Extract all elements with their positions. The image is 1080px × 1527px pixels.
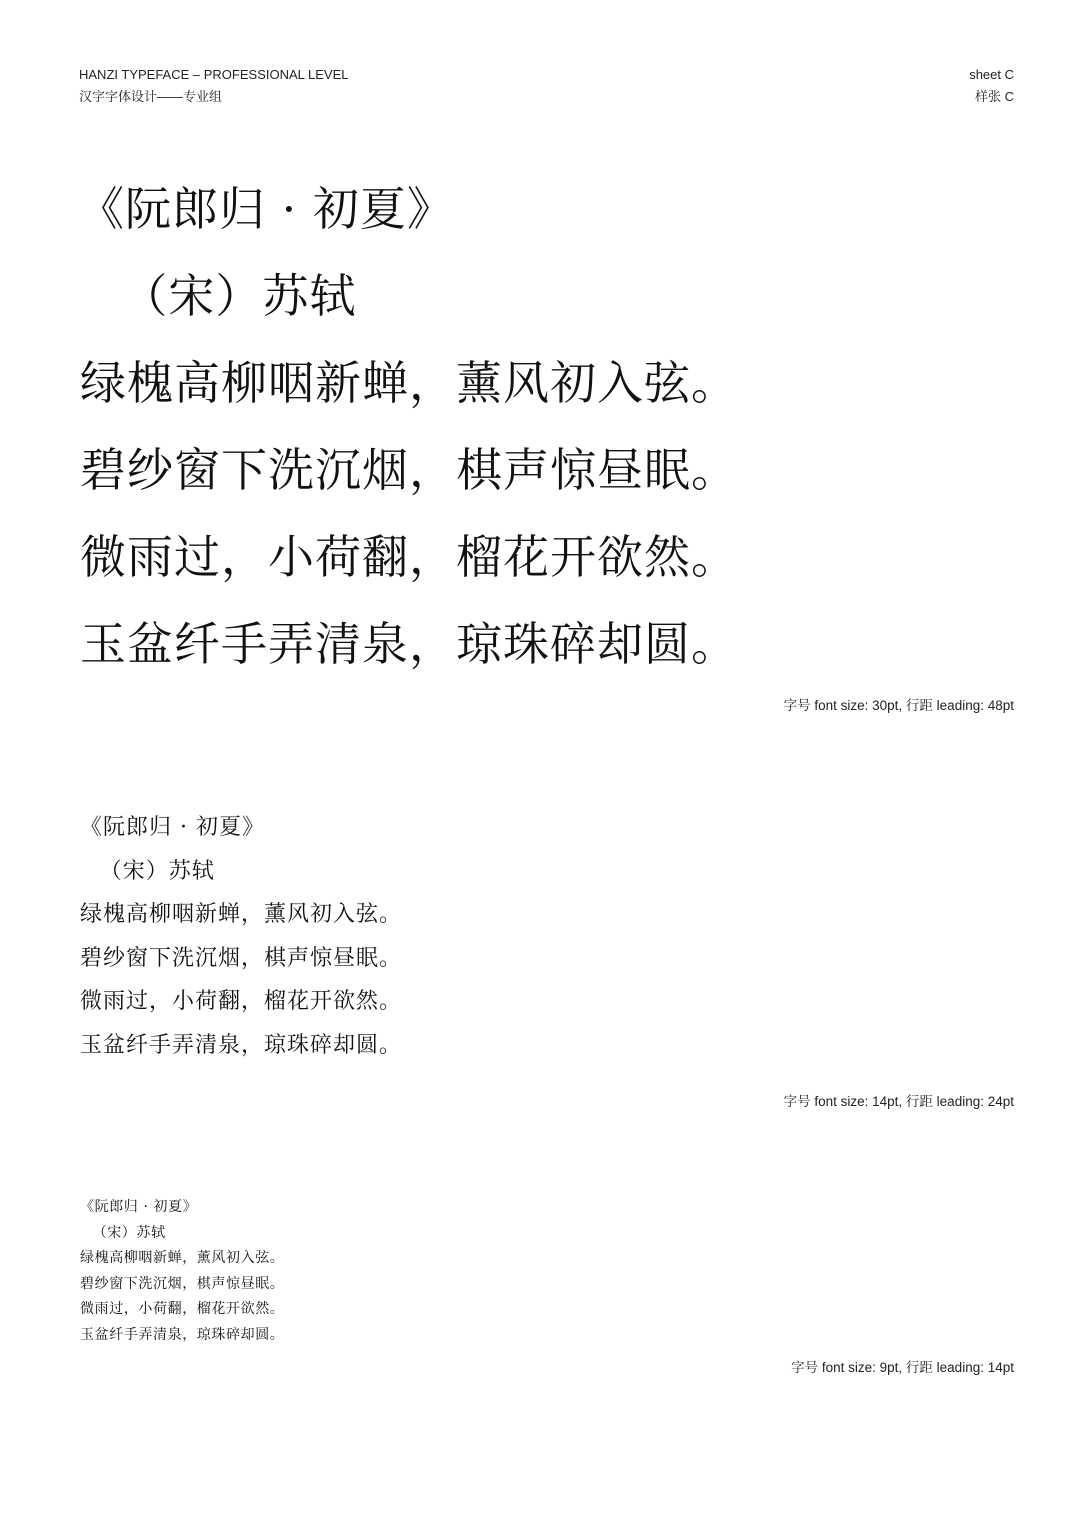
poem-title: 《阮郎归 · 初夏》: [78, 182, 454, 236]
poem-line: 玉盆纤手弄清泉，琼珠碎却圆。: [80, 1032, 403, 1058]
header-title-en: HANZI TYPEFACE – PROFESSIONAL LEVEL: [79, 67, 349, 82]
sheet-label-en: sheet C: [969, 67, 1014, 82]
poem-author: （宋）苏轼: [92, 1224, 166, 1241]
poem-author: （宋）苏轼: [121, 269, 357, 323]
poem-title: 《阮郎归 · 初夏》: [80, 815, 265, 840]
sheet-label-cn: 样张 C: [974, 89, 1014, 104]
specimen-large: [80, 166, 738, 688]
poem-line: 碧纱窗下洗沉烟，棋声惊昼眠。: [80, 443, 738, 497]
header-right: [969, 64, 1014, 108]
header-left: [79, 64, 348, 108]
specimen-caption-medium: 字号 font size: 14pt, 行距 leading: 24pt: [783, 1094, 1014, 1109]
poem-line: 玉盆纤手弄清泉，琼珠碎却圆。: [80, 1326, 285, 1343]
poem-author: （宋）苏轼: [99, 858, 215, 884]
poem-line: 微雨过，小荷翻，榴花开欲然。: [80, 530, 738, 584]
specimen-caption-large: 字号 font size: 30pt, 行距 leading: 48pt: [783, 698, 1014, 713]
poem-line: 微雨过，小荷翻，榴花开欲然。: [80, 989, 403, 1014]
specimen-small: [80, 1195, 284, 1348]
poem-line: 玉盆纤手弄清泉，琼珠碎却圆。: [80, 617, 738, 671]
specimen-medium: [80, 806, 402, 1067]
poem-title: 《阮郎归 · 初夏》: [80, 1199, 198, 1215]
poem-line: 碧纱窗下洗沉烟，棋声惊昼眠。: [80, 1275, 285, 1292]
header-title-cn: 汉字字体设计——专业组: [79, 89, 223, 104]
specimen-caption-small: 字号 font size: 9pt, 行距 leading: 14pt: [791, 1360, 1014, 1375]
poem-line: 碧纱窗下洗沉烟，棋声惊昼眠。: [80, 945, 403, 971]
poem-line: 绿槐高柳咽新蝉，薰风初入弦。: [80, 1250, 285, 1266]
poem-line: 绿槐高柳咽新蝉，薰风初入弦。: [80, 356, 738, 410]
poem-line: 绿槐高柳咽新蝉，薰风初入弦。: [80, 902, 403, 927]
poem-line: 微雨过，小荷翻，榴花开欲然。: [80, 1301, 285, 1317]
